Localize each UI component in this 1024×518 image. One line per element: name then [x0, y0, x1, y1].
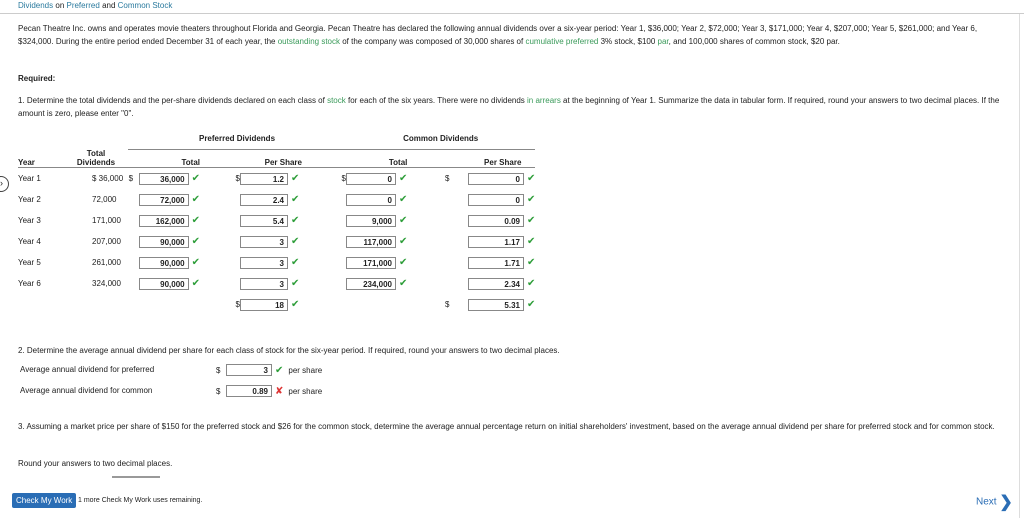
check-icon: ✔ — [527, 236, 536, 247]
breadcrumb-preferred[interactable]: Preferred — [66, 1, 100, 10]
sum-row: $ 18 ✔ $ 5.31 ✔ — [235, 299, 536, 310]
check-icon: ✔ — [527, 173, 536, 184]
per-share-label: per share — [288, 365, 323, 375]
link-outstanding-stock[interactable]: outstanding stock — [277, 37, 340, 46]
check-icon: ✔ — [291, 236, 300, 247]
com-total-input[interactable]: 117,000 — [346, 236, 396, 248]
col-total-dividends: Total Dividends — [64, 149, 128, 168]
total-dividends-cell: 207,000 — [92, 237, 121, 246]
check-icon: ✔ — [399, 215, 408, 226]
chevron-right-icon: › — [0, 178, 3, 188]
total-dividends-cell: 171,000 — [92, 216, 121, 225]
check-icon: ✔ — [399, 236, 408, 247]
col-pref-total: Total — [128, 149, 200, 168]
avg-com-row: $ 0.89 ✘ per share — [216, 385, 323, 397]
cross-icon: ✘ — [275, 385, 284, 397]
preferred-group-header: Preferred Dividends — [128, 128, 346, 149]
col-year: Year — [18, 149, 64, 168]
question-1-text: 1. Determine the total dividends and the per-share dividends declared on each class of stock for each of the six years. There were no dividends in arrears at the beginning of Year 1. Summarize the data in tabular form. If required, round your answers to two decimal places. If the amount is zero, please enter "0". — [18, 96, 1000, 118]
breadcrumb-dividends[interactable]: Dividends — [18, 1, 54, 10]
link-stock[interactable]: stock — [327, 96, 346, 105]
chevron-right-icon: ❯ — [999, 494, 1013, 511]
common-group-header: Common Dividends — [346, 128, 535, 149]
check-icon: ✔ — [191, 215, 200, 226]
avg-com-input[interactable]: 0.89 — [226, 385, 272, 397]
year-cell: Year 3 — [18, 216, 41, 225]
year-cell: Year 6 — [18, 279, 41, 288]
check-icon: ✔ — [399, 194, 408, 205]
check-icon: ✔ — [399, 173, 408, 184]
pref-total-input[interactable]: 90,000 — [139, 236, 189, 248]
pref-share-input[interactable]: 3 — [240, 257, 288, 269]
link-in-arrears[interactable]: in arrears — [527, 96, 561, 105]
check-icon: ✔ — [527, 257, 536, 268]
total-dividends-cell: $ 36,000 — [92, 174, 124, 183]
per-share-label: per share — [288, 386, 323, 396]
check-icon: ✔ — [527, 278, 536, 289]
check-icon: ✔ — [291, 173, 300, 184]
check-icon: ✔ — [191, 257, 200, 268]
year-cell: Year 5 — [18, 258, 41, 267]
breadcrumb: Dividends on Preferred and Common Stock — [0, 0, 1024, 14]
pref-share-input[interactable]: 3 — [240, 278, 288, 290]
check-icon: ✔ — [191, 278, 200, 289]
col-com-total: Total — [346, 149, 407, 168]
table-row — [18, 273, 535, 294]
divider — [112, 476, 160, 478]
year-cell: Year 2 — [18, 195, 41, 204]
total-dividends-cell: 261,000 — [92, 258, 121, 267]
avg-pref-input[interactable]: 3 — [226, 364, 272, 376]
table-row — [18, 189, 535, 210]
check-icon: ✔ — [291, 215, 300, 226]
check-icon: ✔ — [275, 364, 284, 376]
check-icon: ✔ — [191, 194, 200, 205]
avg-pref-label: Average annual dividend for preferred — [20, 365, 155, 374]
com-total-input[interactable]: 234,000 — [346, 278, 396, 290]
pref-share-sum-input[interactable]: 18 — [240, 299, 288, 311]
check-icon: ✔ — [291, 299, 300, 310]
total-dividends-cell: 324,000 — [92, 279, 121, 288]
table-row — [18, 210, 535, 231]
pref-share-input[interactable]: 5.4 — [240, 215, 288, 227]
link-cumulative-preferred[interactable]: cumulative preferred — [525, 37, 599, 46]
com-share-input[interactable]: 2.34 — [468, 278, 524, 290]
intro-text: Pecan Theatre Inc. owns and operates movie theaters throughout Florida and Georgia. Pecan Theatre has declared the following annual dividends over a six-year period: Year 1, $36,000; Year 2, $72,000; Year 3, $171,000; Year 4, $207,000; Year 5, $261,000; and Year 6, $324,000. During the entire period ended December 31 of each year, the outstanding stock of the company was composed of 30,000 shares of cumulative preferred 3% stock, $100 par, and 100,000 shares of common stock, $20 par. — [18, 24, 978, 46]
col-pref-per-share: Per Share — [240, 149, 302, 168]
pref-total-input[interactable]: 36,000 — [139, 173, 189, 185]
year-cell: Year 4 — [18, 237, 41, 246]
link-par[interactable]: par — [657, 37, 669, 46]
com-share-input[interactable]: 1.71 — [468, 257, 524, 269]
remaining-text: 1 more Check My Work uses remaining. — [78, 497, 203, 504]
breadcrumb-common[interactable]: Common Stock — [117, 1, 173, 10]
avg-com-label: Average annual dividend for common — [20, 386, 153, 395]
check-icon: ✔ — [191, 173, 200, 184]
table-row: Year 1 $ 36,000 $ 36,000 ✔ $ 1.2 ✔ $ 0 ✔ $ 0 ✔ — [18, 168, 535, 190]
check-icon: ✔ — [399, 257, 408, 268]
col-com-per-share: Per Share — [449, 149, 535, 168]
com-share-input[interactable]: 0 — [468, 173, 524, 185]
avg-pref-row: $ 3 ✔ per share — [216, 364, 323, 376]
check-icon: ✔ — [291, 278, 300, 289]
scrollbar[interactable] — [1019, 14, 1024, 518]
com-share-input[interactable]: 0.09 — [468, 215, 524, 227]
check-icon: ✔ — [291, 257, 300, 268]
check-icon: ✔ — [527, 194, 536, 205]
pref-total-input[interactable]: 90,000 — [139, 257, 189, 269]
pref-share-input[interactable]: 2.4 — [240, 194, 288, 206]
question-2-text: 2. Determine the average annual dividend per share for each class of stock for the six-year period. If required, round your answers to two decimal places. — [18, 346, 560, 355]
check-icon: ✔ — [527, 215, 536, 226]
com-total-input[interactable]: 171,000 — [346, 257, 396, 269]
year-cell: Year 1 — [18, 174, 41, 183]
table-row — [18, 252, 535, 273]
com-share-input[interactable]: 0 — [468, 194, 524, 206]
com-total-input[interactable]: 0 — [346, 173, 396, 185]
check-icon: ✔ — [399, 278, 408, 289]
next-button[interactable]: Next ❯ — [976, 494, 1013, 511]
table-row — [18, 231, 535, 252]
dividends-table — [18, 128, 535, 315]
check-my-work-button[interactable]: Check My Work — [12, 493, 76, 508]
side-nav-button[interactable] — [0, 176, 9, 192]
total-dividends-cell: 72,000 — [92, 195, 117, 204]
question-3-text: 3. Assuming a market price per share of $150 for the preferred stock and $26 for the common stock, determine the average annual percentage return on initial shareholders' investment, based on the average annual dividend per share for preferred stock and for common stock. — [18, 422, 995, 431]
com-share-sum-input[interactable]: 5.31 — [468, 299, 524, 311]
check-icon: ✔ — [527, 299, 536, 310]
com-share-input[interactable]: 1.17 — [468, 236, 524, 248]
round-instruction: Round your answers to two decimal places. — [18, 459, 173, 468]
check-icon: ✔ — [291, 194, 300, 205]
pref-total-input[interactable]: 90,000 — [139, 278, 189, 290]
check-icon: ✔ — [191, 236, 200, 247]
required-label: Required: — [18, 74, 56, 83]
com-total-input[interactable]: 9,000 — [346, 215, 396, 227]
pref-total-input[interactable]: 72,000 — [139, 194, 189, 206]
com-total-input[interactable]: 0 — [346, 194, 396, 206]
pref-total-input[interactable]: 162,000 — [139, 215, 189, 227]
pref-share-input[interactable]: 1.2 — [240, 173, 288, 185]
pref-share-input[interactable]: 3 — [240, 236, 288, 248]
